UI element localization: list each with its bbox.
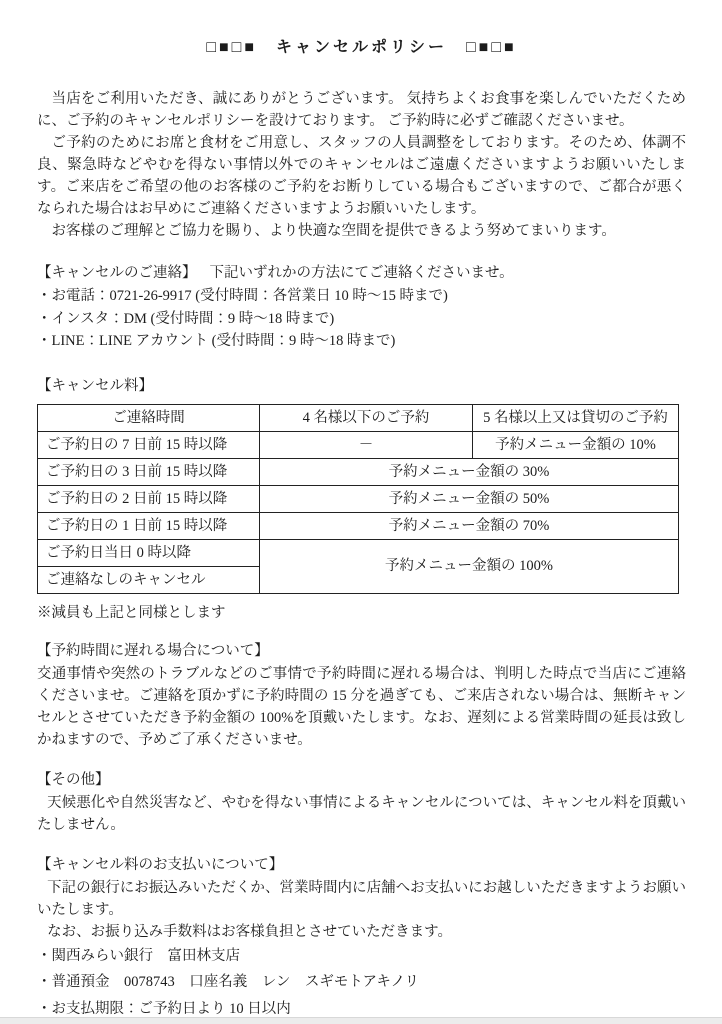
payment-section bbox=[37, 854, 686, 1023]
payment-paragraph-transfer: 下記の銀行にお振込みいただくか、営業時間内に店舗へお支払いにお越しいただきますようお願いいたします。 bbox=[37, 879, 686, 918]
col-header-contact-time: ご連絡時間 bbox=[38, 404, 260, 431]
cell-time-noshow: ご連絡なしのキャンセル bbox=[38, 566, 260, 593]
contact-item-line: ・LINE：LINE アカウント (受付時間：9 時～18 時まで) bbox=[37, 333, 396, 349]
late-section-heading: 【予約時間に遅れる場合について】 bbox=[37, 642, 269, 659]
cell-time-1day: ご予約日の 1 日前 15 時以降 bbox=[38, 512, 260, 539]
fee-table-row-2days bbox=[38, 485, 679, 512]
other-section bbox=[37, 769, 686, 836]
payment-paragraph-fee: なお、お振り込み手数料はお客様負担とさせていただきます。 bbox=[47, 923, 452, 940]
cell-time-3days: ご予約日の 3 日前 15 時以降 bbox=[38, 458, 260, 485]
contact-section-heading: 【キャンセルのご連絡】 bbox=[37, 265, 197, 281]
cell-fee-2days: 予約メニュー金額の 50% bbox=[260, 485, 679, 512]
late-section-body: 交通事情や突然のトラブルなどのご事情で予約時間に遅れる場合は、判明した時点で当店にご連絡くださいませ。ご連絡を頂かずに予約時間の 15 分を過ぎても、ご来店されない場合は、無断キャンセルとさせていただき予約金額の 100%を頂戴いたします。なお、遅刻による営業時間の延長は致しかねますので、予めご了承くださいませ。 bbox=[37, 665, 686, 748]
cancel-fee-section bbox=[37, 375, 686, 624]
fee-table-row-3days bbox=[38, 458, 679, 485]
cell-time-7days: ご予約日の 7 日前 15 時以降 bbox=[38, 431, 260, 458]
fee-table-header-row bbox=[38, 404, 679, 431]
other-section-heading: 【その他】 bbox=[37, 771, 110, 788]
payment-section-heading: 【キャンセル料のお支払いについて】 bbox=[37, 856, 284, 873]
fee-table-row-sameday bbox=[38, 539, 679, 566]
cancel-fee-table bbox=[37, 404, 679, 594]
cell-fee-1day: 予約メニュー金額の 70% bbox=[260, 512, 679, 539]
cancel-contact-section bbox=[37, 262, 686, 353]
cell-fee-100percent: 予約メニュー金額の 100% bbox=[260, 539, 679, 593]
payment-item-bank: ・関西みらい銀行 富田林支店 bbox=[37, 947, 240, 964]
intro-paragraph-1: 当店をご利用いただき、誠にありがとうございます。 気持ちよくお食事を楽しんでいただくために、ご予約のキャンセルポリシーを設けております。 ご予約時に必ずご確認くださいませ。 bbox=[37, 91, 686, 129]
intro-section bbox=[37, 88, 686, 242]
col-header-over-5-guests: 5 名様以上又は貸切のご予約 bbox=[473, 404, 679, 431]
fee-table-row-7days bbox=[38, 431, 679, 458]
fee-table-row-1day bbox=[38, 512, 679, 539]
other-section-body: 天候悪化や自然災害など、やむを得ない事情によるキャンセルについては、キャンセル料を頂戴いたしません。 bbox=[37, 794, 686, 833]
cell-fee-7days-under4: － bbox=[260, 431, 473, 458]
intro-paragraph-2: ご予約のためにお席と食材をご用意し、スタッフの人員調整をしております。そのため、体調不良、緊急時などやむを得ない事情以外でのキャンセルはご遠慮くださいますようお願いいたします。ご来店をご希望の他のお客様のご予約をお断りしている場合もございますので、ご都合が悪くなられた場合はお早めにご連絡くださいますようお願いいたします。 bbox=[37, 135, 686, 217]
col-header-under-4-guests: 4 名様以下のご予約 bbox=[260, 404, 473, 431]
fee-note: ※減員も上記と同様とします bbox=[37, 604, 226, 621]
fee-section-heading: 【キャンセル料】 bbox=[37, 377, 153, 394]
contact-section-lead: 下記いずれかの方法にてご連絡くださいませ。 bbox=[209, 265, 514, 281]
intro-paragraph-3: お客様のご理解とご協力を賜り、より快適な空間を提供できるよう努めてまいります。 bbox=[51, 223, 616, 239]
page-bottom-edge bbox=[0, 1017, 722, 1024]
cell-time-2days: ご予約日の 2 日前 15 時以降 bbox=[38, 485, 260, 512]
contact-heading-line bbox=[37, 262, 686, 285]
cell-fee-7days-over5: 予約メニュー金額の 10% bbox=[473, 431, 679, 458]
late-arrival-section bbox=[37, 640, 686, 751]
payment-item-deadline: ・お支払期限：ご予約日より 10 日以内 bbox=[37, 1000, 291, 1017]
cell-time-sameday: ご予約日当日 0 時以降 bbox=[38, 539, 260, 566]
payment-item-account: ・普通預金 0078743 口座名義 レン スギモトアキノリ bbox=[37, 974, 420, 990]
page-title: □■□■ キャンセルポリシー □■□■ bbox=[206, 39, 517, 56]
contact-item-phone: ・お電話：0721-26-9917 (受付時間：各営業日 10 時～15 時まで) bbox=[37, 288, 448, 304]
contact-item-instagram: ・インスタ：DM (受付時間：9 時～18 時まで) bbox=[37, 310, 335, 327]
cell-fee-3days: 予約メニュー金額の 30% bbox=[260, 458, 679, 485]
